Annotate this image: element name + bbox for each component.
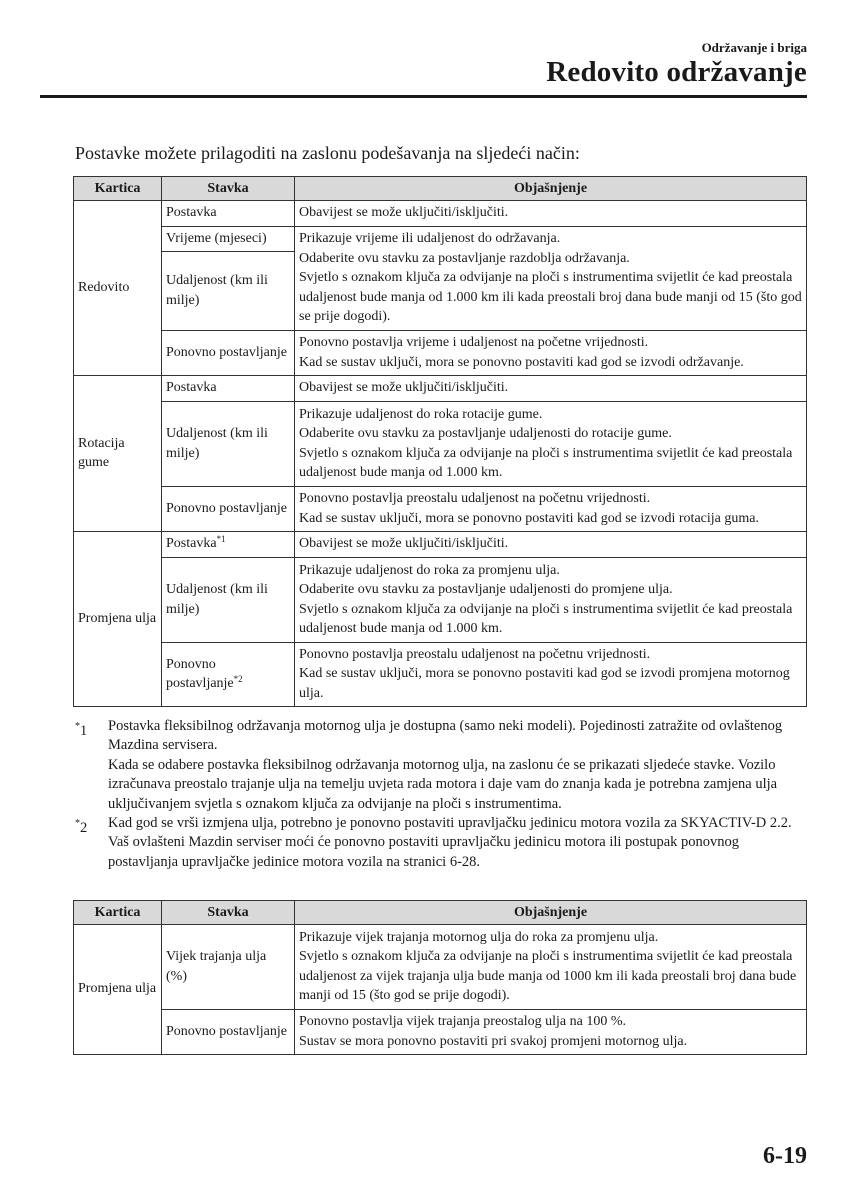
- footnote-asterisk: *: [75, 721, 80, 732]
- tab-cell-rotacija: Rotacija gume: [74, 376, 162, 532]
- page-number: 6-19: [763, 1143, 807, 1169]
- footnote-ref: *1: [216, 534, 226, 545]
- item-cell: Udaljenost (km ili milje): [162, 252, 295, 331]
- desc-cell: Obavijest se može uključiti/isključiti.: [295, 376, 807, 402]
- item-cell: Ponovno postavljanje: [162, 331, 295, 376]
- tab-cell-ulje: Promjena ulja: [74, 532, 162, 707]
- oil-life-table: [73, 900, 807, 1055]
- table-row: [74, 331, 807, 376]
- section-label: Održavanje i briga: [701, 40, 807, 55]
- item-label: Postavka: [166, 536, 217, 552]
- item-cell: [162, 532, 295, 558]
- page-title: Redovito održavanje: [546, 56, 807, 88]
- settings-table: [73, 176, 807, 707]
- desc-cell: Ponovno postavlja preostalu udaljenost na početnu vrijednosti. Kad se sustav uključi, mora se ponovno postaviti kad god se izvodi rotacija guma.: [295, 487, 807, 532]
- table-row: [74, 402, 807, 487]
- desc-cell: Prikazuje udaljenost do roka za promjenu ulja. Odaberite ovu stavku za postavljanje udaljenosti do promjene ulja. Svjetlo s oznakom ključa za odvijanje na ploči s instrumentima svijetlit će kad preostala udaljenost bude manja od 1.000 km.: [295, 558, 807, 643]
- footnote: [75, 814, 806, 872]
- footnotes: [75, 717, 806, 872]
- table-row: [74, 1010, 807, 1055]
- table-row: [74, 376, 807, 402]
- table-row: [74, 201, 807, 227]
- header-kartica: Kartica: [74, 901, 162, 925]
- footnote: [75, 717, 806, 814]
- item-cell: Vijek trajanja ulja (%): [162, 925, 295, 1010]
- table-row: [74, 487, 807, 532]
- header-objasnjenje: Objašnjenje: [295, 177, 807, 201]
- title-rule: [40, 95, 807, 98]
- desc-cell: Obavijest se može uključiti/isključiti.: [295, 532, 807, 558]
- header-kartica: Kartica: [74, 177, 162, 201]
- table-row: [74, 558, 807, 643]
- item-cell: Postavka: [162, 201, 295, 227]
- desc-cell: Ponovno postavlja preostalu udaljenost na početnu vrijednosti. Kad se sustav uključi, mora se ponovno postaviti kad god se izvodi promjena motornog ulja.: [295, 643, 807, 707]
- item-cell: Udaljenost (km ili milje): [162, 402, 295, 487]
- item-label: Ponovno postavljanje: [166, 656, 234, 691]
- item-cell: [162, 643, 295, 707]
- table-row: [74, 532, 807, 558]
- item-cell: Ponovno postavljanje: [162, 1010, 295, 1055]
- footnote-mark: [75, 717, 87, 741]
- footnote-text: Kad god se vrši izmjena ulja, potrebno je ponovno postaviti upravljačku jedinicu motora vozila za SKYACTIV-D 2.2. Vaš ovlašteni Mazdin serviser moći će ponovno postaviti upravljačku jedinicu motora ili postupak ponovnog postavljanja upravljačke jedinice motora vozila na stranici 6-28.: [108, 815, 792, 870]
- desc-cell: Prikazuje udaljenost do roka rotacije gume. Odaberite ovu stavku za postavljanje udaljenosti do rotacije gume. Svjetlo s oznakom ključa za odvijanje na ploči s instrumentima svijetlit će kad preostala udaljenost bude manja od 1.000 km.: [295, 402, 807, 487]
- item-cell: Vrijeme (mjeseci): [162, 227, 295, 252]
- table-row: [74, 227, 807, 252]
- footnote-mark: [75, 814, 87, 838]
- table-header-row: [74, 177, 807, 201]
- table-row: [74, 925, 807, 1010]
- desc-cell: Obavijest se može uključiti/isključiti.: [295, 201, 807, 227]
- desc-cell: Ponovno postavlja vrijeme i udaljenost na početne vrijednosti. Kad se sustav uključi, mora se ponovno postaviti kad god se izvodi održavanje.: [295, 331, 807, 376]
- footnote-asterisk: *: [75, 818, 80, 830]
- footnote-ref: *2: [233, 674, 243, 684]
- desc-cell: Prikazuje vrijeme ili udaljenost do održavanja. Odaberite ovu stavku za postavljanje razdoblja održavanja. Svjetlo s oznakom ključa za odvijanje na ploči s instrumentima svijetlit će kad preostala udaljenost bude manja od 1.000 km ili kada preostali broj dana bude manji od 15 (što god se prije dogodi).: [295, 227, 807, 331]
- desc-cell: Prikazuje vijek trajanja motornog ulja do roka za promjenu ulja. Svjetlo s oznakom ključa za odvijanje na ploči s instrumentima svijetlit će kad preostala udaljenost za vijek trajanja ulja bude manja od 1000 km ili kada preostali broj dana bude manji od 15 (što god se prije dogodi).: [295, 925, 807, 1010]
- footnote-number: 2: [80, 819, 88, 836]
- footnote-text: Postavka fleksibilnog održavanja motornog ulja je dostupna (samo neki modeli). Pojedinosti zatražite od ovlaštenog Mazdina servisera. Kada se odabere postavka fleksibilnog održavanja motornog ulja, na zaslonu će se prikazati sljedeće stavke. Vozilo izračunava preostalo trajanje ulja na temelju uvjeta rada motora i daje vam do znanja kada je potrebna zamjena ulja uključivanjem svjetla s oznakom ključa za odvijanje na ploči s instrumentima.: [108, 718, 783, 812]
- header-objasnjenje: Objašnjenje: [295, 901, 807, 925]
- header-stavka: Stavka: [162, 177, 295, 201]
- desc-cell: Ponovno postavlja vijek trajanja preostalog ulja na 100 %. Sustav se mora ponovno postaviti pri svakoj promjeni motornog ulja.: [295, 1010, 807, 1055]
- tab-cell-redovito: Redovito: [74, 201, 162, 376]
- item-cell: Postavka: [162, 376, 295, 402]
- tab-cell-ulje: Promjena ulja: [74, 925, 162, 1055]
- item-cell: Ponovno postavljanje: [162, 487, 295, 532]
- table-header-row: [74, 901, 807, 925]
- intro-text: Postavke možete prilagoditi na zaslonu podešavanja na sljedeći način:: [75, 143, 580, 163]
- item-cell: Udaljenost (km ili milje): [162, 558, 295, 643]
- footnote-number: 1: [80, 722, 88, 739]
- header-stavka: Stavka: [162, 901, 295, 925]
- table-row: [74, 643, 807, 707]
